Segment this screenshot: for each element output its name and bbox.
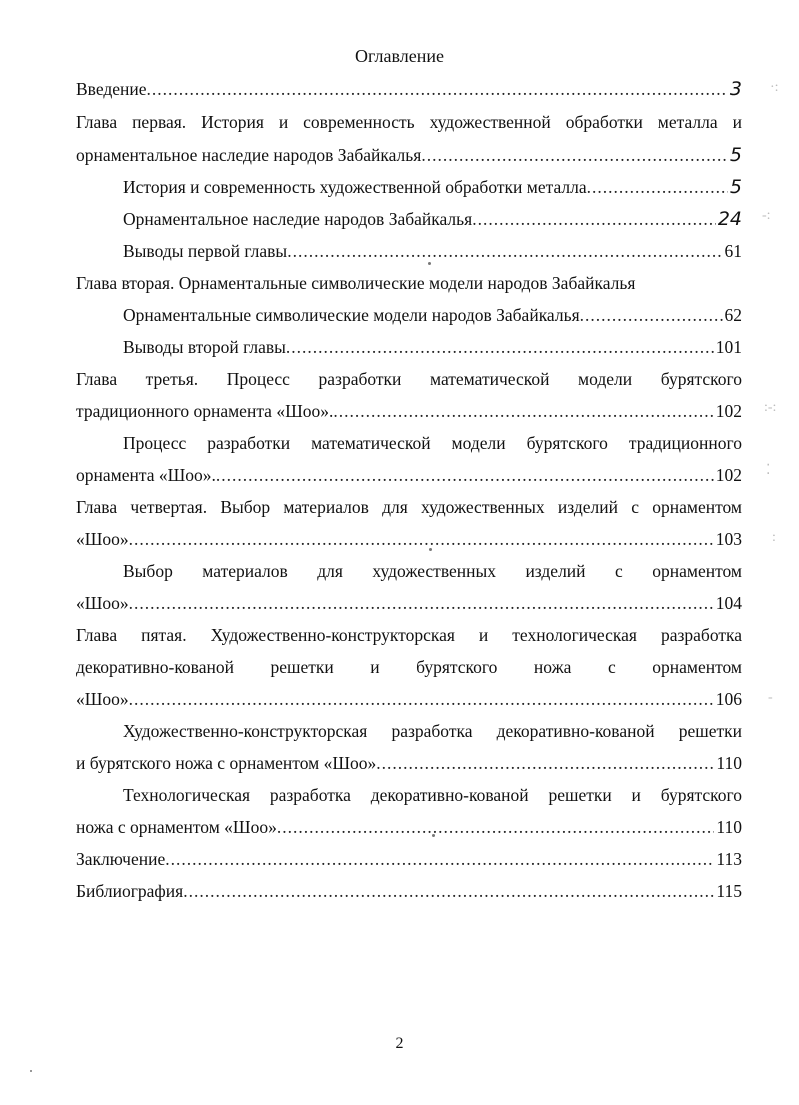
toc-entry-text: «Шоо» [76,593,129,613]
toc-entry-text: Библиография [76,881,184,901]
dot-leader [421,144,728,166]
toc-section-5-2-line-1: Технологическая разработка декоративно-кованой решетки и бурятского [123,785,742,805]
dot-leader [129,688,714,710]
dot-leader [165,848,714,870]
dot-leader [287,240,722,262]
toc-entry-text: Введение [76,79,147,99]
toc-entry-text: Орнаментальное наследие народов Забайкалья [123,209,473,229]
toc-chapter-5-line-2: декоративно-кованой решетки и бурятского ножа с орнаментом [76,657,742,677]
dot-leader [587,176,728,198]
toc-section-4-1 [76,592,742,614]
toc-entry-text: орнамента «Шоо». [76,465,216,485]
toc-entry-page: 115 [716,881,742,901]
dot-leader [472,208,716,230]
toc-entry-page: 24 [717,208,742,230]
dot-leader [129,528,714,550]
dot-leader [129,592,714,614]
toc-entry-page: 106 [715,689,742,709]
toc-section-3-1 [76,464,742,486]
toc-chapter-5-line-1: Глава пятая. Художественно-конструкторская и технологическая разработка [76,625,742,645]
toc-entry-page: 113 [716,849,742,869]
toc-chapter-3-line-1: Глава третья. Процесс разработки математической модели бурятского [76,369,742,389]
margin-mark: :-: [764,400,777,415]
toc-chapter-1-line-1: Глава первая. История и современность художественной обработки металла и [76,112,742,132]
margin-mark: - [768,690,773,705]
toc-section-1-1 [123,176,742,198]
toc-entry-page: 5 [729,144,742,166]
toc-chapter-1 [76,144,742,166]
page-title: Оглавление [355,46,444,66]
dot-leader [216,464,714,486]
toc-entry-text: орнаментальное наследие народов Забайкалья [76,145,422,165]
scan-speck [432,834,435,837]
toc-entry-page: 61 [724,241,742,261]
scan-speck [428,262,431,265]
toc-entry-text: «Шоо» [76,689,129,709]
toc-entry-page: 104 [715,593,742,613]
margin-mark: ·: [770,80,779,95]
toc-section-4-1-line-1: Выбор материалов для художественных изделий с орнаментом [123,561,742,581]
toc-chapter-2: Глава вторая. Орнаментальные символические модели народов Забайкалья [76,273,636,293]
toc-chapter-4 [76,528,742,550]
toc-entry-text: Заключение [76,849,166,869]
toc-entry-page: 5 [729,176,742,198]
margin-mark: : [772,530,776,545]
toc-entry-text: История и современность художественной обработки металла [123,177,587,197]
toc-section-2-1 [123,304,742,326]
toc-entry-page: 3 [729,78,742,100]
toc-section-2-conclusions [123,336,742,358]
dot-leader [376,752,714,774]
dot-leader [333,400,713,422]
toc-section-3-1-line-1: Процесс разработки математической модели бурятского традиционного [123,433,742,453]
toc-entry-text: Орнаментальные символические модели народов Забайкалья [123,305,580,325]
toc-entry-text: Выводы первой главы [123,241,288,261]
toc-chapter-3 [76,400,742,422]
scan-speck [30,1070,32,1072]
margin-mark: -: [762,208,771,223]
toc-entry-page: 62 [724,305,742,325]
toc-entry-text: ножа с орнаментом «Шоо» [76,817,277,837]
toc-entry-conclusion [76,848,742,870]
toc-section-5-1 [76,752,742,774]
dot-leader [277,816,715,838]
dot-leader [183,880,714,902]
toc-entry-page: 110 [716,817,742,837]
dot-leader [286,336,714,358]
toc-entry-page: 102 [715,465,742,485]
toc-entry-text: и бурятского ножа с орнаментом «Шоо» [76,753,377,773]
page-number: 2 [395,1035,404,1052]
toc-entry-bibliography [76,880,742,902]
toc-chapter-4-line-1: Глава четвертая. Выбор материалов для художественных изделий с орнаментом [76,497,742,517]
margin-mark: ⁚ [766,463,771,478]
toc-entry-page: 102 [715,401,742,421]
toc-section-5-1-line-1: Художественно-конструкторская разработка декоративно-кованой решетки [123,721,742,741]
toc-chapter-5 [76,688,742,710]
toc-section-1-conclusions [123,240,742,262]
toc-entry-text: «Шоо» [76,529,129,549]
dot-leader [147,78,728,100]
toc-entry-page: 110 [716,753,742,773]
scan-speck [429,548,432,551]
toc-entry-page: 103 [715,529,742,549]
toc-entry-text: Выводы второй главы [123,337,286,357]
toc-entry-page: 101 [715,337,742,357]
toc-entry-introduction [76,78,742,100]
toc-section-5-2 [76,816,742,838]
toc-entry-text: традиционного орнамента «Шоо». [76,401,334,421]
toc-section-1-2 [123,208,742,230]
dot-leader [580,304,723,326]
